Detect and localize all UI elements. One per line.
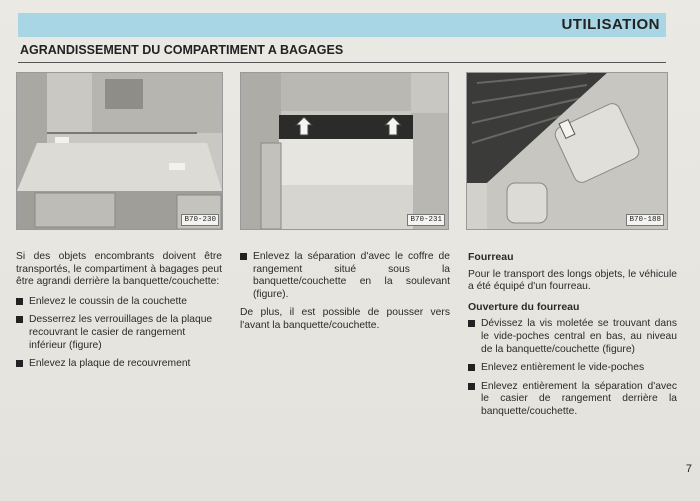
bullet-square-icon: [468, 320, 475, 327]
bullet-square-icon: [16, 316, 23, 323]
list-item-text: Enlevez entièrement la séparation d'avec le casier de rangement derrière la banquette/couchette.: [481, 380, 677, 417]
column-2: [240, 251, 450, 340]
figure-1-photo: [16, 72, 223, 230]
list-item-text: Enlevez le coussin de la couchette: [29, 295, 187, 307]
bullet-square-icon: [16, 360, 23, 367]
figure-1-ref: B70-230: [181, 214, 219, 226]
page-number: 7: [685, 463, 692, 475]
figure-3-ref: B70-188: [626, 214, 664, 226]
list-item-text: Enlevez entièrement le vide-poches: [481, 362, 645, 374]
list-item: [16, 358, 222, 371]
list-item: [468, 318, 677, 356]
col3-paragraph: Pour le transport des longs objets, le véhicule a été équipé d'un fourreau.: [468, 268, 677, 293]
bullet-square-icon: [468, 364, 475, 371]
figure-1-illustration: [17, 73, 222, 229]
figure-2-ref: B70-231: [407, 214, 445, 226]
list-item: [16, 296, 222, 309]
list-item: [468, 381, 677, 419]
section-title: AGRANDISSEMENT DU COMPARTIMENT A BAGAGES: [20, 43, 344, 57]
header-title: UTILISATION: [561, 16, 660, 33]
figure-2-illustration: [241, 73, 448, 229]
list-item-text: Dévissez la vis moletée se trouvant dans le vide-poches central en bas, au niveau de la banquette/couchette (figure): [481, 318, 677, 355]
bullet-square-icon: [468, 383, 475, 390]
column-3: [468, 251, 677, 425]
figure-3-photo: [466, 72, 668, 230]
bullet-square-icon: [16, 298, 23, 305]
bullet-square-icon: [240, 253, 247, 260]
figure-3-illustration: [467, 73, 667, 229]
list-item-text: Enlevez la plaque de recouvrement: [29, 358, 191, 370]
figure-2-photo: [240, 72, 449, 230]
list-item-text: Enlevez la séparation d'avec le coffre de rangement situé sous la banquette/couchette en la soulevant (figure).: [253, 251, 450, 300]
list-item-text: Desserrez les verrouillages de la plaque recouvrant le casier de rangement inférieur (figure): [29, 314, 213, 351]
list-item: [468, 362, 677, 375]
list-item: [240, 251, 450, 301]
heading-ouverture: Ouverture du fourreau: [468, 300, 580, 313]
col1-intro: Si des objets encombrants doivent être transportés, le compartiment à bagages peut être agrandi derrière la banquette/couchette:: [16, 251, 222, 288]
heading-fourreau: Fourreau: [468, 251, 514, 263]
section-divider: [18, 62, 666, 63]
col2-paragraph: De plus, il est possible de pousser vers l'avant la banquette/couchette.: [240, 307, 450, 331]
list-item: [16, 314, 222, 352]
column-1: [16, 251, 222, 377]
